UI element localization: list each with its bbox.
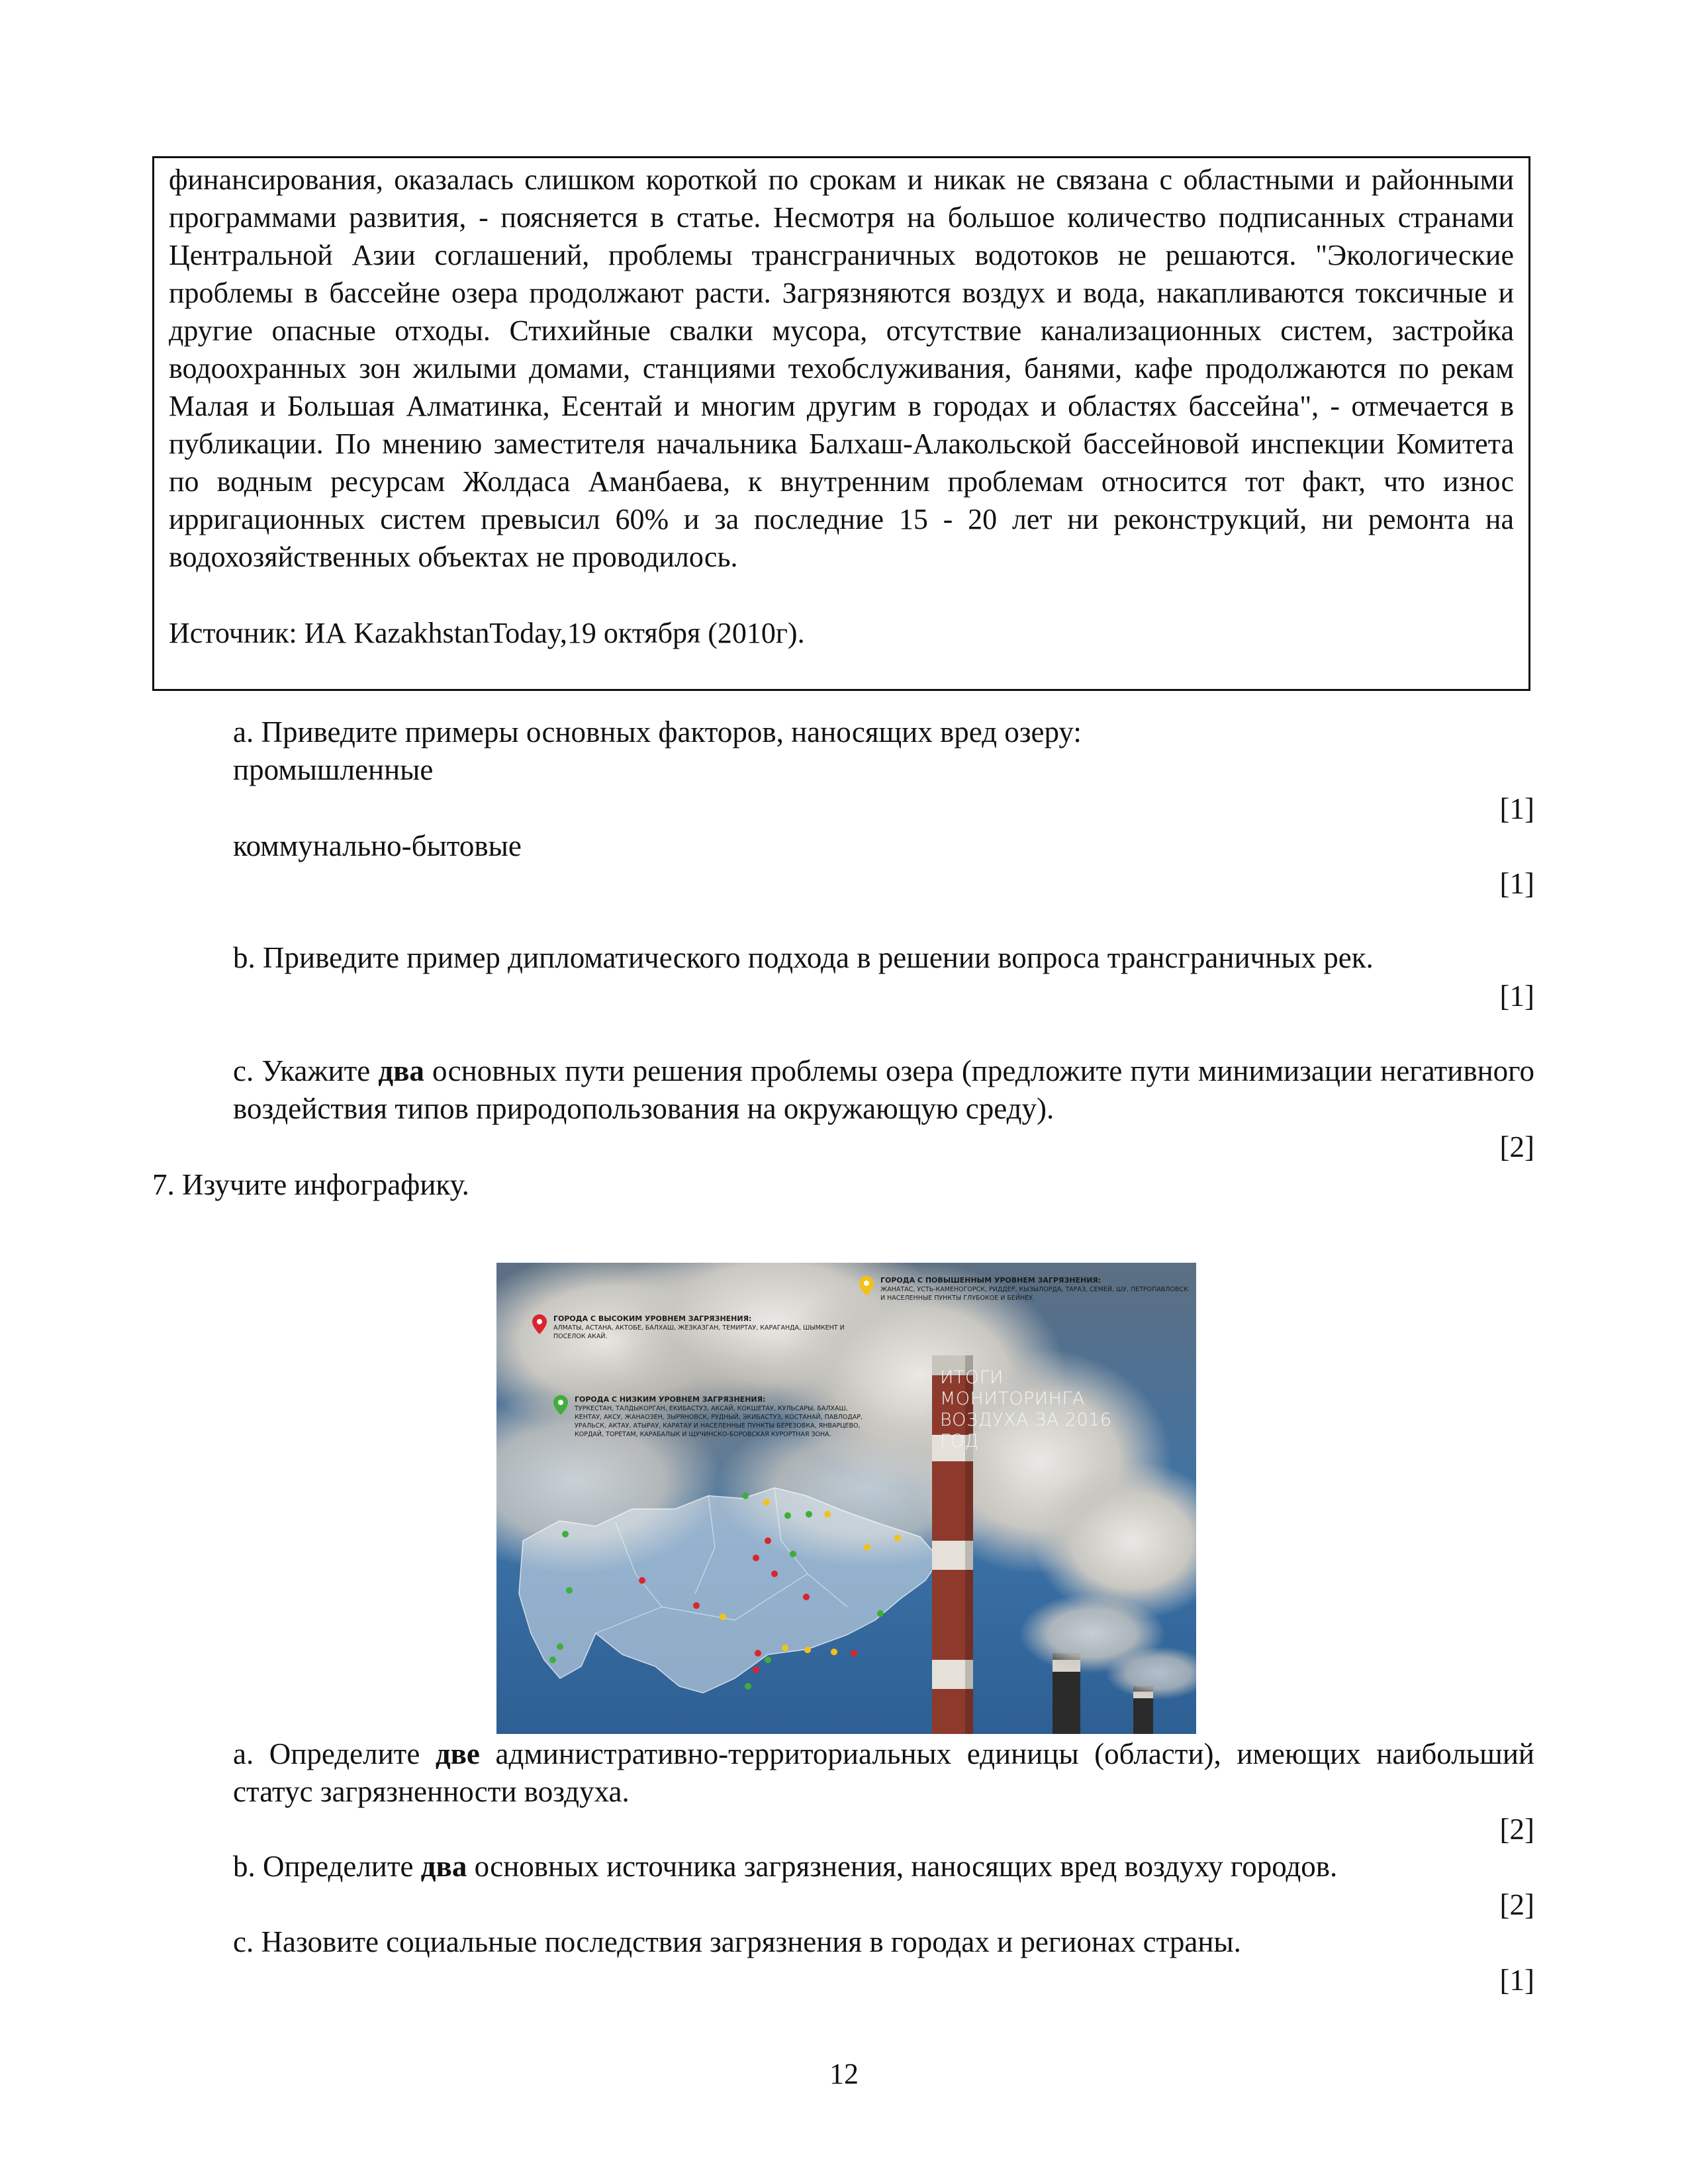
map-marker-icon [549,1657,556,1663]
map-marker-icon [745,1683,751,1690]
q6-a-industrial-mark: [1] [1499,792,1534,825]
map-marker-group [549,1492,901,1690]
map-marker-icon [877,1610,884,1617]
map-marker-icon [782,1645,788,1651]
map-marker-icon [720,1614,726,1620]
infographic-headline: ИТОГИ МОНИТОРИНГА ВОЗДУХА ЗА 2016 ГОД [940,1367,1112,1451]
map-marker-icon [755,1650,761,1657]
map-marker-icon [753,1666,759,1673]
air-monitoring-infographic [496,1263,1196,1734]
map-marker-icon [557,1643,563,1650]
legend-high-text: АЛМАТЫ, АСТАНА, АКТОБЕ, БАЛХАШ, ЖЕЗКАЗГАН, ТЕМИРТАУ, КАРАГАНДА, ШЫМКЕНТ И ПОСЕЛОК АКАЙ. [553,1324,845,1340]
q6-b-mark: [1] [1499,979,1534,1013]
map-marker-icon [763,1499,770,1506]
q7-b-mark: [2] [1499,1888,1534,1921]
map-marker-icon [562,1531,569,1537]
q7-a-bold: две [435,1737,480,1770]
page-number: 12 [829,2058,859,2090]
legend-low-heading: ГОРОДА С НИЗКИМ УРОВНЕМ ЗАГРЯЗНЕНИЯ: [575,1395,766,1404]
legend-elevated-text: ЖАНАТАС, УСТЬ-КАМЕНОГОРСК, РИДДЕР, КЫЗЫЛОРДА, ТАРАЗ, СЕМЕЙ, ШУ, ПЕТРОПАВЛОВСК И НАСЕЛЕННЫЕ ПУНКТЫ ГЛУБОКОЕ И БЕЙНЕУ. [880,1286,1188,1302]
q6-c-bold: два [378,1054,424,1087]
q6-c-text: c. Укажите два основных пути решения проблемы озера (предложите пути минимизации негативного воздействия типов природопользования на окружающую среду). [233,1054,1534,1125]
map-marker-icon [806,1511,812,1518]
q6-a-communal-label: коммунально-бытовые [233,829,522,862]
legend-low-text: ТУРКЕСТАН, ТАЛДЫКОРГАН, ЕКИБАСТУЗ, АКСАЙ, КОКШЕТАУ, КУЛЬСАРЫ, БАЛХАШ, КЕНТАУ, АКСУ, ЖАНАОЗЕН, ЗЫРЯНОВСК, РУДНЫЙ, ЭКИБАСТУЗ, КОСТАНАЙ, ПАВЛОДАР, УРАЛЬСК, АКТАУ, АТЫРАУ, КАРАТАУ И НАСЕЛЕННЫЕ ПУНКТЫ БЕРЕЗОВКА, ЯНВАРЦЕВО, КОРДАЙ, ТОРЕТАМ, КАРАБАЛЫК И ЩУЧИНСКО-БОРОВСКАЯ КУРОРТНАЯ ЗОНА. [575,1405,863,1438]
map-marker-icon [639,1577,645,1584]
q6-c-mark: [2] [1499,1130,1534,1163]
q7-a-text: a. Определите две административно-территориальных единицы (области), имеющих наибольший статус загрязненности воздуха. [233,1737,1534,1808]
map-marker-icon [566,1587,573,1594]
map-marker-icon [742,1492,749,1499]
q6-a-communal-mark: [1] [1499,867,1534,900]
q7-c-mark: [1] [1499,1964,1534,1997]
map-marker-icon [894,1535,901,1541]
q6-b-text: b. Приведите пример дипломатического подхода в решении вопроса трансграничных рек. [233,941,1374,974]
article-source: Источник: ИА KazakhstanToday,19 октября (2010г). [169,617,805,649]
legend-high-heading: ГОРОДА С ВЫСОКИМ УРОВНЕМ ЗАГРЯЗНЕНИЯ: [553,1314,752,1323]
q6-a-intro: a. Приведите примеры основных факторов, наносящих вред озеру: [233,715,1082,749]
q7-b-text: b. Определите два основных источника загрязнения, наносящих вред воздуху городов. [233,1850,1338,1883]
map-marker-icon [803,1594,810,1600]
map-marker-icon [693,1602,700,1609]
map-marker-icon [851,1650,857,1657]
map-marker-icon [753,1555,759,1561]
q7-c-text: c. Назовите социальные последствия загрязнения в городах и регионах страны. [233,1925,1241,1958]
legend-elevated-heading: ГОРОДА С ПОВЫШЕННЫМ УРОВНЕМ ЗАГРЯЗНЕНИЯ: [880,1276,1102,1285]
article-excerpt-box [152,156,1530,691]
map-marker-icon [831,1649,837,1655]
q7-a-mark: [2] [1499,1813,1534,1846]
map-markers [496,1263,1196,1734]
map-marker-icon [864,1544,870,1551]
q7-b-bold: два [420,1850,467,1883]
map-marker-icon [824,1511,831,1518]
map-marker-icon [784,1512,791,1519]
q6-a-industrial-label: промышленные [233,753,434,786]
q7-title: 7. Изучите инфографику. [152,1168,469,1201]
map-marker-icon [804,1647,811,1653]
map-marker-icon [790,1551,796,1557]
map-marker-icon [771,1570,778,1577]
article-text: финансирования, оказалась слишком короткой по срокам и никак не связана с областными и районными программами развития, - поясняется в статье. Несмотря на большое количество подписанных странами Центральной Азии соглашений, проблемы трансграничных водотоков не решаются. "Экологические проблемы в бассейне озера продолжают расти. Загрязняются воздух и вода, накапливаются токсичные и другие опасные отходы. Стихийные свалки мусора, отсутствие канализационных систем, застройка водоохранных зон жилыми домами, станциями техобслуживания, банями, кафе продолжаются по рекам Малая и Большая Алматинка, Есентай и многим другим в городах и областях бассейна", - отмечается в публикации. По мнению заместителя начальника Балхаш-Алакольской бассейновой инспекции Комитета по водным ресурсам Жолдаса Аманбаева, к внутренним проблемам относится тот факт, что износ ирригационных систем превысил 60% и за последние 15 - 20 лет ни реконструкций, ни ремонта на водохозяйственных объектах не проводилось. [169,163,1514,573]
map-marker-icon [765,1537,771,1544]
map-marker-icon [765,1657,771,1663]
